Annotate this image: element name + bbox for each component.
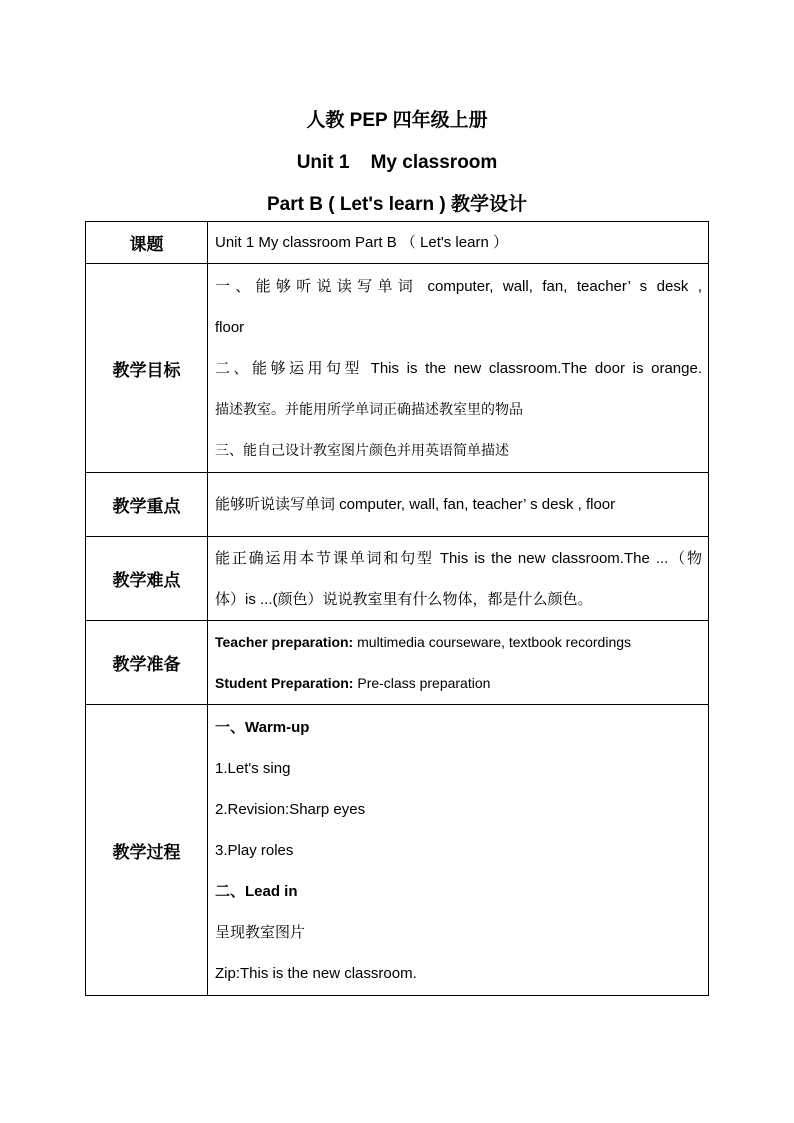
goals-row [86, 264, 709, 473]
process-step: 1.Let's sing [215, 759, 291, 777]
process-step: 2.Revision:Sharp eyes [215, 800, 366, 818]
key-points-label: 教学重点 [86, 473, 208, 537]
goals-cell [208, 264, 709, 473]
document-title: 人教 PEP 四年级上册 [306, 110, 488, 131]
teacher-preparation [215, 622, 702, 663]
process-step: Zip:This is the new classroom. [215, 964, 417, 982]
difficulties-cell [208, 537, 709, 621]
teacher-preparation-label: Teacher preparation: [215, 633, 354, 650]
goals-label: 教学目标 [86, 264, 208, 473]
process-label: 教学过程 [86, 705, 208, 996]
process-row [86, 705, 709, 996]
lesson-plan-table [85, 221, 709, 996]
warm-up-heading: 一、Warm-up [215, 718, 310, 736]
teacher-preparation-value: multimedia courseware, textbook recordings [353, 633, 632, 650]
goal-line: 一、能够听说读写单词 computer, wall, fan, teacher’ s desk , [215, 277, 702, 295]
goal-line: 二、能够运用句型 This is the new classroom.The door is orange. [215, 359, 702, 377]
student-preparation [215, 663, 702, 704]
preparation-cell [208, 621, 709, 705]
lesson-title: Part B ( Let's learn ) 教学设计 [266, 194, 527, 215]
difficulties-label: 教学难点 [86, 537, 208, 621]
lead-in-heading: 二、Lead in [215, 882, 298, 900]
document-title-block [0, 100, 794, 226]
process-step: 3.Play roles [215, 841, 294, 859]
topic-cell [208, 222, 709, 264]
goal-line: floor [215, 318, 245, 336]
key-points-value: 能够听说读写单词 computer, wall, fan, teacher’ s desk , floor [215, 496, 616, 513]
student-preparation-value: Pre-class preparation [353, 674, 491, 691]
goal-line: 三、能自己设计教室图片颜色并用英语简单描述 [215, 441, 509, 458]
difficulties-row [86, 537, 709, 621]
key-points-row [86, 473, 709, 537]
difficulty-line: 体）is ...(颜色）说说教室里有什么物体，都是什么颜色。 [215, 590, 593, 608]
unit-title: Unit 1 My classroom [296, 152, 498, 173]
topic-label: 课题 [86, 222, 208, 264]
key-points-cell [208, 473, 709, 537]
topic-row [86, 222, 709, 264]
process-step: 呈现教室图片 [215, 923, 306, 941]
process-cell [208, 705, 709, 996]
goal-line: 描述教室。并能用所学单词正确描述教室里的物品 [215, 400, 523, 417]
preparation-row [86, 621, 709, 705]
preparation-label: 教学准备 [86, 621, 208, 705]
topic-value: Unit 1 My classroom Part B （ Let's learn ） [215, 234, 508, 251]
difficulty-line: 能正确运用本节课单词和句型 This is the new classroom.The ...（物 [215, 549, 702, 567]
student-preparation-label: Student Preparation: [215, 674, 354, 691]
